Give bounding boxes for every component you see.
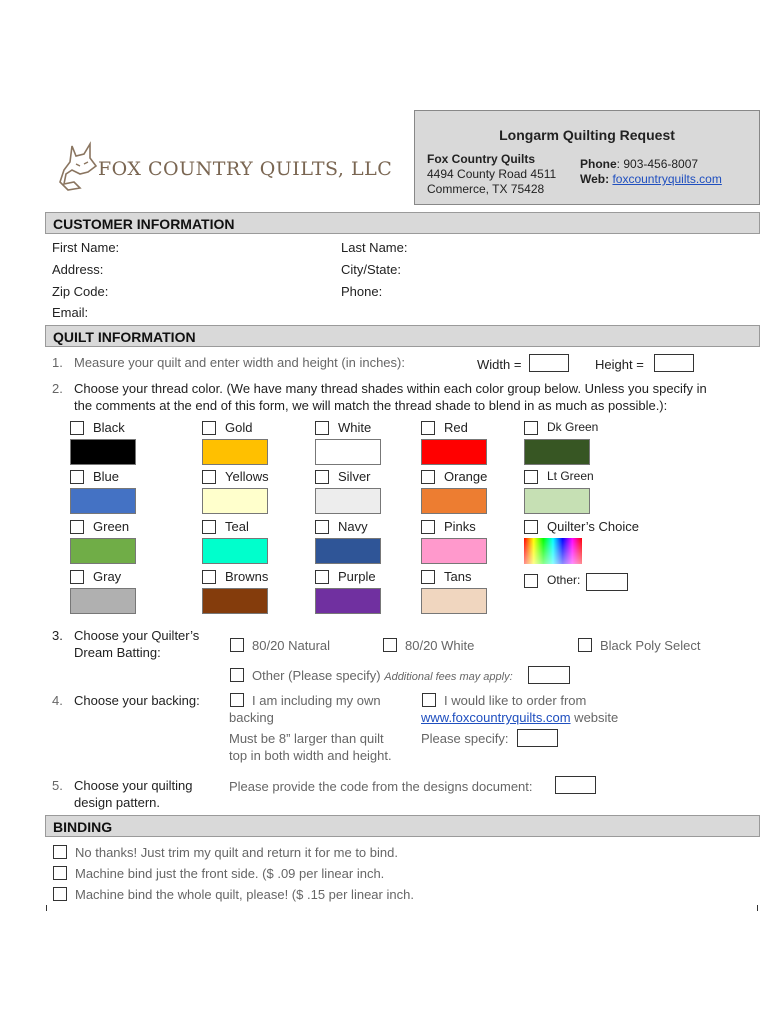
- thread-orange-checkbox[interactable]: [421, 470, 435, 484]
- backing-specify-input[interactable]: [517, 729, 558, 747]
- binding-section-title: BINDING: [53, 819, 113, 835]
- thread-blue-checkbox[interactable]: [70, 470, 84, 484]
- form-title: Longarm Quilting Request: [499, 127, 675, 143]
- thread-red-label: Red: [444, 420, 468, 435]
- backing-own-checkbox[interactable]: [230, 693, 244, 707]
- thread-silver-swatch: [315, 488, 381, 514]
- thread-navy-checkbox[interactable]: [315, 520, 329, 534]
- backing-own-line2: backing: [229, 710, 274, 725]
- backing-own-line1: I am including my own: [252, 693, 381, 708]
- batting-other-label: [252, 668, 513, 683]
- backing-note-line1: Must be 8” larger than quilt: [229, 731, 384, 746]
- thread-other-checkbox[interactable]: [524, 574, 538, 588]
- thread-black-checkbox[interactable]: [70, 421, 84, 435]
- phone-label: Phone: [580, 157, 617, 171]
- first-name-label: First Name:: [52, 240, 120, 255]
- thread-gold-label: Gold: [225, 420, 253, 435]
- thread-blue-label: Blue: [93, 469, 120, 484]
- q2-text-line1: Choose your thread color. (We have many thread shades within each color group below. Unless you specify in: [74, 381, 707, 396]
- web-label: Web:: [580, 172, 610, 186]
- q1-number: 1.: [52, 355, 63, 370]
- thread-navy-swatch: [315, 538, 381, 564]
- quilt-section-header: [45, 325, 760, 347]
- batting-fee-note: Additional fees may apply:: [384, 671, 513, 683]
- quilt-section-title: QUILT INFORMATION: [53, 329, 196, 345]
- q5-text-line2: design pattern.: [74, 795, 161, 810]
- company-address-line1: 4494 County Road 4511: [427, 167, 557, 181]
- design-code-label: Please provide the code from the designs document:: [229, 779, 533, 794]
- thread-teal-label: Teal: [225, 519, 249, 534]
- thread-red-swatch: [421, 439, 487, 465]
- address-label: Address:: [52, 262, 104, 277]
- batting-black-label: Black Poly Select: [600, 638, 701, 653]
- thread-purple-swatch: [315, 588, 381, 614]
- thread-navy-label: Navy: [338, 519, 368, 534]
- batting-natural-label: 80/20 Natural: [252, 638, 331, 653]
- thread-pinks-checkbox[interactable]: [421, 520, 435, 534]
- binding-whole-label: Machine bind the whole quilt, please! ($ .15 per linear inch.: [75, 887, 414, 902]
- thread-quilter-s-choice-swatch: [524, 538, 582, 564]
- batting-other-input[interactable]: [528, 666, 570, 684]
- margin-mark-right: [757, 905, 758, 911]
- backing-order-link[interactable]: www.foxcountryquilts.com: [421, 710, 571, 725]
- company-logo: [58, 140, 403, 192]
- thread-lt-green-swatch: [524, 488, 590, 514]
- q4-text: Choose your backing:: [74, 693, 200, 708]
- q3-text-line1: Choose your Quilter’s: [74, 628, 200, 643]
- customer-section-header: [45, 212, 760, 234]
- backing-order-checkbox[interactable]: [422, 693, 436, 707]
- binding-front-checkbox[interactable]: [53, 866, 67, 880]
- binding-none-checkbox[interactable]: [53, 845, 67, 859]
- thread-gold-checkbox[interactable]: [202, 421, 216, 435]
- q2-text-line2: the comments at the end of this form, we will match the thread shade to blend in as much as possible.):: [74, 398, 668, 413]
- thread-yellows-swatch: [202, 488, 268, 514]
- thread-dk-green-checkbox[interactable]: [524, 421, 538, 435]
- thread-gold-swatch: [202, 439, 268, 465]
- q1-text: Measure your quilt and enter width and height (in inches):: [74, 355, 405, 370]
- batting-black-checkbox[interactable]: [578, 638, 592, 652]
- thread-teal-checkbox[interactable]: [202, 520, 216, 534]
- thread-black-swatch: [70, 439, 136, 465]
- margin-mark-left: [46, 905, 47, 911]
- last-name-label: Last Name:: [341, 240, 408, 255]
- thread-green-label: Green: [93, 519, 130, 534]
- thread-purple-label: Purple: [338, 569, 376, 584]
- binding-front-label: Machine bind just the front side. ($ .09 per linear inch.: [75, 866, 385, 881]
- q3-text-line2: Dream Batting:: [74, 645, 161, 660]
- design-code-input[interactable]: [555, 776, 596, 794]
- height-input[interactable]: [654, 354, 694, 372]
- thread-gray-label: Gray: [93, 569, 122, 584]
- thread-pinks-label: Pinks: [444, 519, 476, 534]
- customer-section-title: CUSTOMER INFORMATION: [53, 216, 235, 232]
- thread-tans-swatch: [421, 588, 487, 614]
- company-name: Fox Country Quilts: [427, 152, 535, 166]
- thread-browns-label: Browns: [225, 569, 269, 584]
- city-state-label: City/State:: [341, 262, 401, 277]
- thread-quilter-s-choice-label: Quilter’s Choice: [547, 519, 640, 534]
- phone-value: : 903-456-8007: [616, 157, 699, 171]
- thread-tans-label: Tans: [444, 569, 472, 584]
- thread-red-checkbox[interactable]: [421, 421, 435, 435]
- thread-quilter-s-choice-checkbox[interactable]: [524, 520, 538, 534]
- logo-text: FOX COUNTRY QUILTS, LLC: [98, 158, 393, 180]
- thread-dk-green-label: Dk Green: [547, 420, 599, 434]
- batting-white-label: 80/20 White: [405, 638, 475, 653]
- binding-section-header: [45, 815, 760, 837]
- batting-white-checkbox[interactable]: [383, 638, 397, 652]
- company-address-line2: Commerce, TX 75428: [427, 182, 545, 196]
- thread-black-label: Black: [93, 420, 125, 435]
- thread-lt-green-label: Lt Green: [547, 469, 594, 483]
- thread-green-checkbox[interactable]: [70, 520, 84, 534]
- thread-tans-checkbox[interactable]: [421, 570, 435, 584]
- width-label: Width =: [477, 357, 522, 372]
- thread-white-swatch: [315, 439, 381, 465]
- thread-white-label: White: [338, 420, 372, 435]
- email-label: Email:: [52, 305, 89, 320]
- thread-silver-checkbox[interactable]: [315, 470, 329, 484]
- thread-other-label: Other:: [547, 573, 581, 587]
- q3-number: 3.: [52, 628, 63, 643]
- backing-order-line1: I would like to order from: [444, 693, 587, 708]
- binding-whole-checkbox[interactable]: [53, 887, 67, 901]
- thread-teal-swatch: [202, 538, 268, 564]
- thread-yellows-checkbox[interactable]: [202, 470, 216, 484]
- thread-orange-label: Orange: [444, 469, 488, 484]
- company-phone: [580, 157, 698, 171]
- web-link[interactable]: foxcountryquilts.com: [612, 172, 722, 186]
- backing-order-suffix: website: [570, 710, 619, 725]
- thread-gray-swatch: [70, 588, 136, 614]
- phone-field-label: Phone:: [341, 284, 383, 299]
- thread-orange-swatch: [421, 488, 487, 514]
- height-label: Height =: [595, 357, 644, 372]
- thread-blue-swatch: [70, 488, 136, 514]
- thread-dk-green-swatch: [524, 439, 590, 465]
- batting-other-text: Other (Please specify): [252, 668, 381, 683]
- company-web: [580, 172, 722, 186]
- thread-pinks-swatch: [421, 538, 487, 564]
- thread-silver-label: Silver: [338, 469, 371, 484]
- thread-browns-swatch: [202, 588, 268, 614]
- thread-browns-checkbox[interactable]: [202, 570, 216, 584]
- width-input[interactable]: [529, 354, 569, 372]
- backing-specify-label: Please specify:: [421, 731, 509, 746]
- backing-order-line2: [421, 710, 618, 725]
- thread-white-checkbox[interactable]: [315, 421, 329, 435]
- q2-number: 2.: [52, 381, 63, 396]
- q5-number: 5.: [52, 778, 63, 793]
- batting-other-checkbox[interactable]: [230, 668, 244, 682]
- batting-natural-checkbox[interactable]: [230, 638, 244, 652]
- thread-lt-green-checkbox[interactable]: [524, 470, 538, 484]
- header-contact-box: [414, 110, 760, 205]
- thread-gray-checkbox[interactable]: [70, 570, 84, 584]
- thread-green-swatch: [70, 538, 136, 564]
- backing-note-line2: top in both width and height.: [229, 748, 392, 763]
- binding-none-label: No thanks! Just trim my quilt and return it for me to bind.: [75, 845, 398, 860]
- thread-purple-checkbox[interactable]: [315, 570, 329, 584]
- thread-yellows-label: Yellows: [225, 469, 269, 484]
- thread-other-input[interactable]: [586, 573, 628, 591]
- q4-number: 4.: [52, 693, 63, 708]
- q5-text-line1: Choose your quilting: [74, 778, 193, 793]
- zip-code-label: Zip Code:: [52, 284, 109, 299]
